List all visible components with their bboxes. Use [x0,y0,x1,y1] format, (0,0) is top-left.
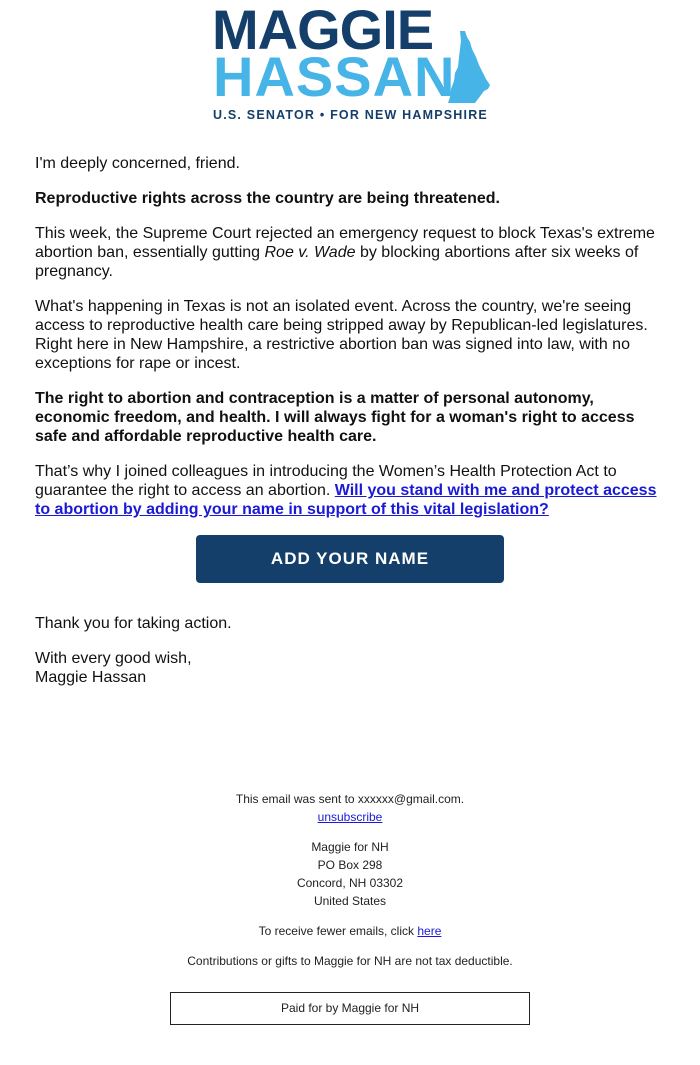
fewer-emails-line [0,922,700,940]
address-line: Maggie for NH [311,840,389,854]
signoff: With every good wish, [35,650,192,667]
petition-link[interactable]: Will you stand with me and protect access to abortion by adding your name in support of this vital legislation? [35,482,657,518]
logo-last-name: HASSAN [213,45,456,108]
new-hampshire-state-icon [448,31,490,103]
address-line: Concord, NH 03302 [296,876,404,890]
cta-container [35,535,665,583]
campaign-logo [0,0,700,135]
signature: Maggie Hassan [35,669,147,686]
logo-first-name: MAGGIE [212,0,434,61]
paid-for-disclaimer: Paid for by Maggie for NH [170,992,530,1025]
thanks-line: Thank you for taking action. [35,615,232,632]
add-your-name-button[interactable]: ADD YOUR NAME [196,535,504,583]
paragraph-text: That’s why I joined colleagues in introducing the Women’s Health Protection Act to guarantee the right to access an abortion. [35,463,617,499]
paragraph-legislation [35,462,665,519]
logo-tagline: U.S. SENATOR • FOR NEW HAMPSHIRE [213,108,488,122]
address-line: PO Box 298 [317,858,383,872]
fewer-emails-link[interactable]: here [417,924,442,938]
mailing-address [0,838,700,910]
paragraph-text: by blocking abortions after six weeks of pregnancy. [35,244,639,280]
sent-to-notice: This email was sent to xxxxxx@gmail.com. [235,792,465,806]
unsubscribe-link[interactable]: unsubscribe [317,810,383,824]
headline: Reproductive rights across the country are being threatened. [35,190,500,207]
fewer-emails-text: To receive fewer emails, click [258,924,418,938]
signoff-block [35,649,665,687]
paragraph-pledge: The right to abortion and contraception is a matter of personal autonomy, economic freedom, and health. I will always fight for a woman's right to access safe and affordable reproductive health care. [35,390,635,445]
paragraph-supreme-court [35,224,665,281]
case-name: Roe v. Wade [264,244,356,261]
email-footer [0,790,700,1025]
address-line: United States [313,894,387,908]
greeting: I'm deeply concerned, friend. [35,155,240,172]
paragraph-text: This week, the Supreme Court rejected an emergency request to block Texas's extreme abortion ban, essentially gutting [35,225,655,261]
paragraph-texas: What's happening in Texas is not an isolated event. Across the country, we're seeing access to reproductive health care being stripped away by Republican-led legislatures. Right here in New Hampshire, a restrictive abortion ban was signed into law, with no exceptions for rape or incest. [35,298,648,372]
email-body [35,154,665,687]
tax-disclaimer: Contributions or gifts to Maggie for NH are not tax deductible. [187,954,513,968]
